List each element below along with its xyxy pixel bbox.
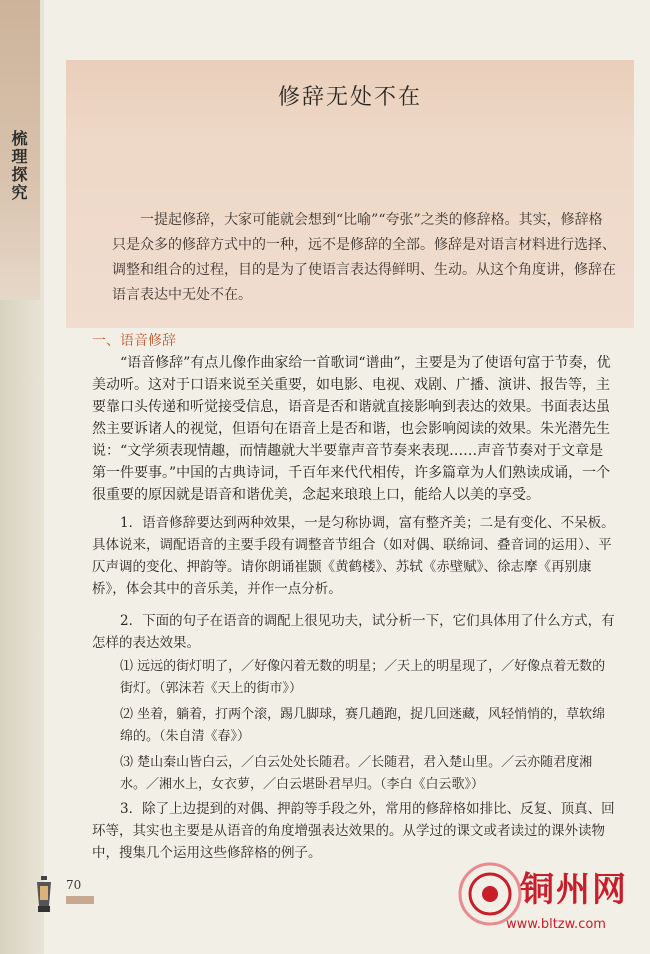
side-tab (0, 0, 40, 300)
page-number: 70 (66, 878, 82, 892)
watermark-url: www.bltzw.com (506, 917, 606, 932)
example-sentence-3: ⑶ 楚山秦山皆白云，／白云处处长随君。／长随君，君入楚山里。／云亦随君度湘水。／湘水上，女衣萝，／白云堪卧君早归。（李白《白云歌》） (120, 755, 593, 792)
exercise-item-1: 1．语音修辞要达到两种效果，一是匀称协调，富有整齐美；二是有变化、不呆板。具体说来，调配语音的主要手段有调整音节组合（如对偶、联绵词、叠音词的运用）、平仄声调的变化、押韵等。请你朗诵崔颢《黄鹤楼》、苏轼《赤壁赋》、徐志摩《再别康桥》，体会其中的音乐美，并作一点分析。 (92, 515, 615, 597)
section-heading: 一、语音修辞 (92, 333, 176, 349)
exercise-item-3: 3．除了上边提到的对偶、押韵等手段之外，常用的修辞格如排比、反复、顶真、回环等，其实也主要是从语音的角度增强表达效果的。从学过的课文或者读过的课外读物中，搜集几个运用这些修辞格的例子。 (92, 801, 615, 861)
intro-paragraph: 一提起修辞，大家可能就会想到“比喻”“夸张”之类的修辞格。其实，修辞格只是众多的修辞方式中的一种，远不是修辞的全部。修辞是对语言材料进行选择、调整和组合的过程，目的是为了使语言表达得鲜明、生动。从这个角度讲，修辞在语言表达中无处不在。 (112, 212, 616, 303)
section-body: “语音修辞”有点儿像作曲家给一首歌词“谱曲”，主要是为了使语句富于节奏，优美动听。这对于口语来说至关重要，如电影、电视、戏剧、广播、演讲、报告等，主要靠口头传递和听觉接受信息，语音是否和谐就直接影响到表达的效果。书面表达虽然主要诉诸人的视觉，但语句在语音上是否和谐，也会影响阅读的效果。朱光潜先生说：“文学须表现情趣，而情趣就大半要靠声音节奏来表现……声音节奏对于文章是第一件要事。”中国的古典诗词，千百年来代代相传，许多篇章为人们熟读成诵，一个很重要的原因就是语音和谐优美，念起来琅琅上口，能给人以美的享受。 (92, 355, 611, 503)
page-title: 修辞无处不在 (277, 85, 422, 110)
page-number-bar (66, 896, 94, 904)
side-tab-label: 梳理探究 (9, 130, 28, 202)
watermark-text: 铜州网 (520, 870, 628, 910)
example-sentence-2: ⑵ 坐着，躺着，打两个滚，踢几脚球，赛几趟跑，捉几回迷藏，风轻悄悄的，草软绵绵的。（朱自清《春》） (120, 707, 606, 744)
exercise-item-2: 2．下面的句子在语音的调配上很见功夫，试分析一下，它们具体用了什么方式，有怎样的表达效果。 (92, 613, 615, 651)
example-sentence-1: ⑴ 远远的街灯明了，／好像闪着无数的明星；／天上的明星现了，／好像点着无数的街灯。（郭沫若《天上的街市》） (120, 659, 606, 696)
lantern-icon (34, 876, 54, 914)
